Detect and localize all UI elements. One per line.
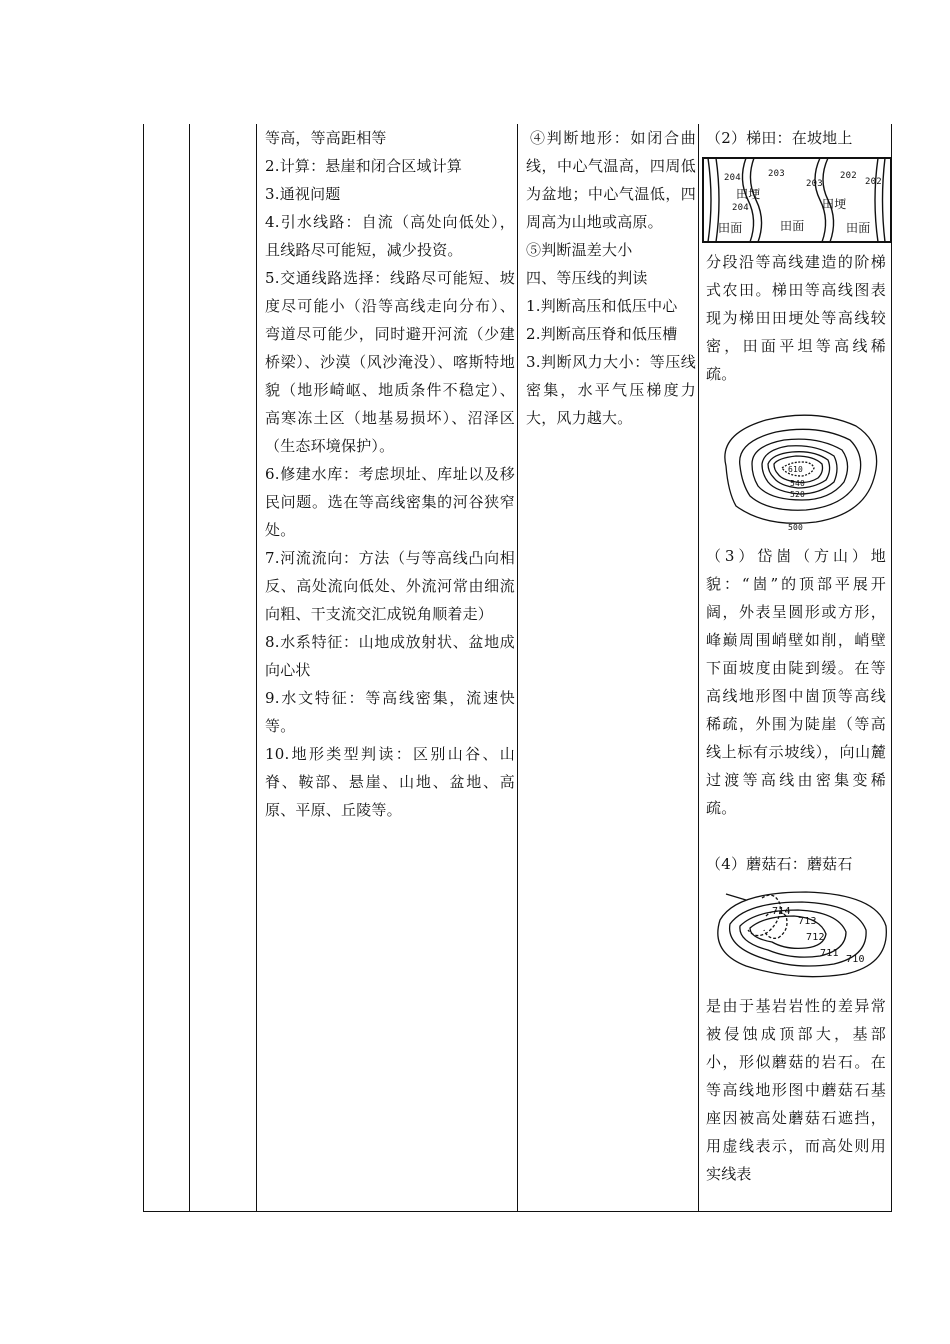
terrace-title: （2）梯田：在坡地上	[706, 129, 853, 147]
ridge-label: 田埂	[736, 187, 761, 201]
table-border-bottom	[143, 1211, 892, 1212]
field-label: 田面	[718, 221, 743, 235]
contour-application-column	[265, 124, 515, 824]
text-line: 8.水系特征：山地成放射状、盆地成向心状	[265, 633, 515, 679]
contour-label: 202	[865, 177, 882, 187]
mushroom-title: （4）蘑菇石：蘑菇石	[706, 855, 853, 873]
contour-label: 203	[806, 179, 823, 189]
mesa-description: （3）岱崮（方山）地貌：“崮”的顶部平展开阔，外表呈圆形或方形，峰巅周围峭壁如削，峭壁下面坡度由陡到缓。在等高线地形图中崮顶等高线稀疏，外围为陡崖（等高线上标有示坡线），向山麓过渡等高线由密集变稀疏。	[706, 547, 886, 817]
terrace-description: 分段沿等高线建造的阶梯式农田。梯田等高线图表现为梯田田埂处等高线较密，田面平坦等高线稀疏。	[706, 253, 886, 383]
text-line: ⑤判断温差大小	[526, 241, 633, 259]
text-line: 四、等压线的判读	[526, 269, 648, 287]
contour-label: 712	[806, 932, 825, 943]
contour-label: 204	[724, 173, 741, 183]
mushroom-rock-contour-figure	[706, 886, 892, 982]
column-divider	[517, 124, 518, 1212]
contour-label: 714	[772, 906, 791, 917]
content-table	[143, 124, 892, 1212]
text-line: 7.河流流向：方法（与等高线凸向相反、高处流向低处、外流河常由细流向粗、干支流交汇成锐角顺着走）	[265, 549, 515, 623]
column-divider	[256, 124, 257, 1212]
table-border-right	[891, 124, 892, 1212]
column-divider	[698, 124, 699, 1212]
text-line: 9.水文特征：等高线密集，流速快等。	[265, 689, 515, 735]
text-line: 6.修建水库：考虑坝址、库址以及移民问题。选在等高线密集的河谷狭窄处。	[265, 465, 515, 539]
contour-label: 610	[788, 465, 804, 474]
ridge-label: 田埂	[822, 197, 847, 211]
text-line: 2.计算：悬崖和闭合区域计算	[265, 157, 463, 175]
contour-label: 711	[820, 948, 839, 959]
mesa-contour-figure	[706, 406, 886, 534]
text-line: 2.判断高压脊和低压槽	[526, 325, 678, 343]
text-line: 3.判断风力大小：等压线密集，水平气压梯度力大，风力越大。	[526, 353, 696, 427]
contour-label: 710	[846, 954, 865, 965]
landform-column	[706, 124, 886, 1188]
contour-label: 713	[798, 916, 817, 927]
contour-label: 203	[768, 169, 785, 179]
text-line: 1.判断高压和低压中心	[526, 297, 678, 315]
text-line: 3.通视问题	[265, 185, 341, 203]
contour-label: 202	[840, 171, 857, 181]
table-border-left	[143, 124, 144, 1212]
contour-label: 520	[790, 490, 806, 499]
text-line: ④判断地形：如闭合曲线，中心气温高，四周低为盆地；中心气温低，四周高为山地或高原。	[526, 129, 696, 231]
text-line: 10.地形类型判读：区别山谷、山脊、鞍部、悬崖、山地、盆地、高原、平原、丘陵等。	[265, 745, 515, 819]
text-line: 4.引水线路：自流（高处向低处），且线路尽可能短，减少投资。	[265, 213, 515, 259]
contour-label: 500	[788, 523, 804, 532]
isobar-column	[526, 124, 696, 432]
terrace-contour-figure	[702, 156, 892, 244]
contour-label: 204	[732, 203, 749, 213]
field-label: 田面	[780, 219, 805, 233]
text-line: 等高，等高距相等	[265, 129, 387, 147]
contour-label: 540	[790, 479, 806, 488]
column-divider	[189, 124, 190, 1212]
field-label: 田面	[846, 221, 871, 235]
text-line: 5.交通线路选择：线路尽可能短、坡度尽可能小（沿等高线走向分布）、弯道尽可能少，同时避开河流（少建桥梁）、沙漠（风沙淹没）、喀斯特地貌（地形崎岖、地质条件不稳定）、高寒冻土区（地基易损坏）、沼泽区（生态环境保护）。	[265, 269, 515, 455]
mushroom-description: 是由于基岩岩性的差异常被侵蚀成顶部大，基部小，形似蘑菇的岩石。在等高线地形图中蘑菇石基座因被高处蘑菇石遮挡，用虚线表示，而高处则用实线表	[706, 997, 886, 1183]
